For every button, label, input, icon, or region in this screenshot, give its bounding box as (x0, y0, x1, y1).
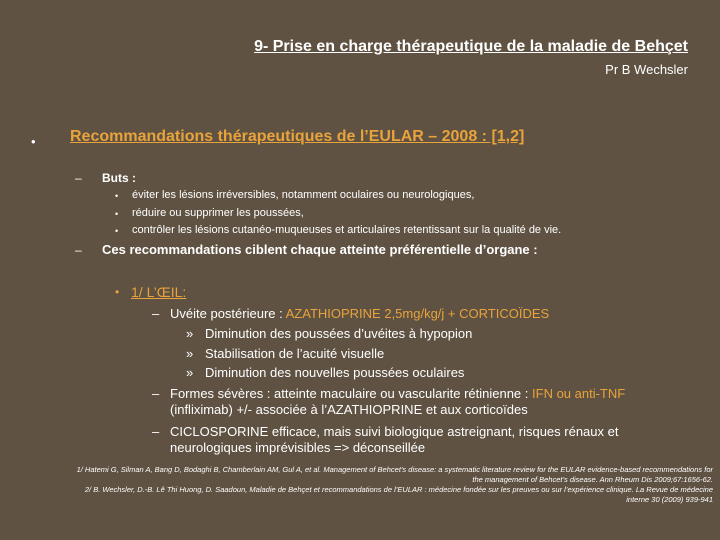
goal-item: éviter les lésions irréversibles, notamment oculaires ou neurologiques, (132, 189, 475, 201)
bullet-icon: • (115, 191, 119, 201)
uveite-line (170, 306, 549, 321)
reference-line: the management of Behcet’s disease. Ann Rheum Dis 2009;67:1656-62. (472, 475, 713, 484)
references (8, 465, 713, 505)
reference-line: 2/ B. Wechsler, D.-B. Lê Thi Huong, D. Saadoun, Maladie de Behçet et recommandations de l’EULAR : médecine fondée sur les preuves ou sur l’expérience clinique. La Revue de médecine (84, 485, 713, 494)
author: Pr B Wechsler (605, 62, 688, 77)
goal-item: réduire ou supprimer les poussées, (132, 207, 304, 219)
bullet-icon: • (115, 226, 119, 236)
bullet-icon: • (115, 209, 119, 219)
ciclo-line-1: CICLOSPORINE efficace, mais suivi biologique astreignant, risques rénaux et (170, 424, 619, 439)
ciclo-line-2: neurologiques imprévisibles => déconseillée (170, 440, 426, 455)
reference-line: 1/ Hatemi G, Silman A, Bang D, Bodaghi B, Chamberlain AM, Gul A, et al. Management of Behcet’s disease: a systematic literature review for the EULAR evidence-based recommendations for (76, 465, 713, 474)
severe-line-2: (infliximab) +/- associée à l’AZATHIOPRINE et aux corticoïdes (170, 402, 528, 417)
dash-icon: – (75, 171, 82, 185)
oeil-label: 1/ L’ŒIL: (131, 284, 187, 300)
severe-treatment: IFN ou anti-TNF (532, 386, 626, 401)
chevron-icon: » (186, 365, 194, 380)
uveite-treatment: AZATHIOPRINE 2,5mg/kg/j + CORTICOÏDES (285, 306, 550, 321)
uveite-sub-item: Diminution des nouvelles poussées oculaires (205, 365, 465, 380)
buts-label: Buts : (102, 171, 136, 185)
ces-text: Ces recommandations ciblent chaque atteinte préférentielle d’organe : (102, 242, 538, 257)
reference-line: interne 30 (2009) 939-941 (626, 495, 713, 504)
chevron-icon: » (186, 326, 194, 341)
uveite-prefix: Uvéite postérieure : (170, 306, 286, 321)
uveite-sub-item: Stabilisation de l’acuité visuelle (205, 346, 385, 361)
severe-prefix: Formes sévères : atteinte maculaire ou vascularite rétinienne : (170, 386, 533, 401)
dash-icon: – (152, 424, 160, 439)
uveite-sub-item: Diminution des poussées d’uvéites à hypopion (205, 326, 473, 341)
section-heading: Recommandations thérapeutiques de l’EULAR – 2008 : [1,2] (70, 128, 525, 145)
slide-title: 9- Prise en charge thérapeutique de la maladie de Behçet (254, 38, 688, 55)
dash-icon: – (152, 386, 160, 401)
dash-icon: – (75, 243, 82, 257)
bullet-icon: • (115, 285, 120, 299)
bullet-icon: • (31, 134, 36, 149)
chevron-icon: » (186, 346, 194, 361)
severe-line (170, 386, 625, 401)
dash-icon: – (152, 306, 160, 321)
goal-item: contrôler les lésions cutanéo-muqueuses et articulaires retentissant sur la qualité de vie. (132, 224, 562, 236)
